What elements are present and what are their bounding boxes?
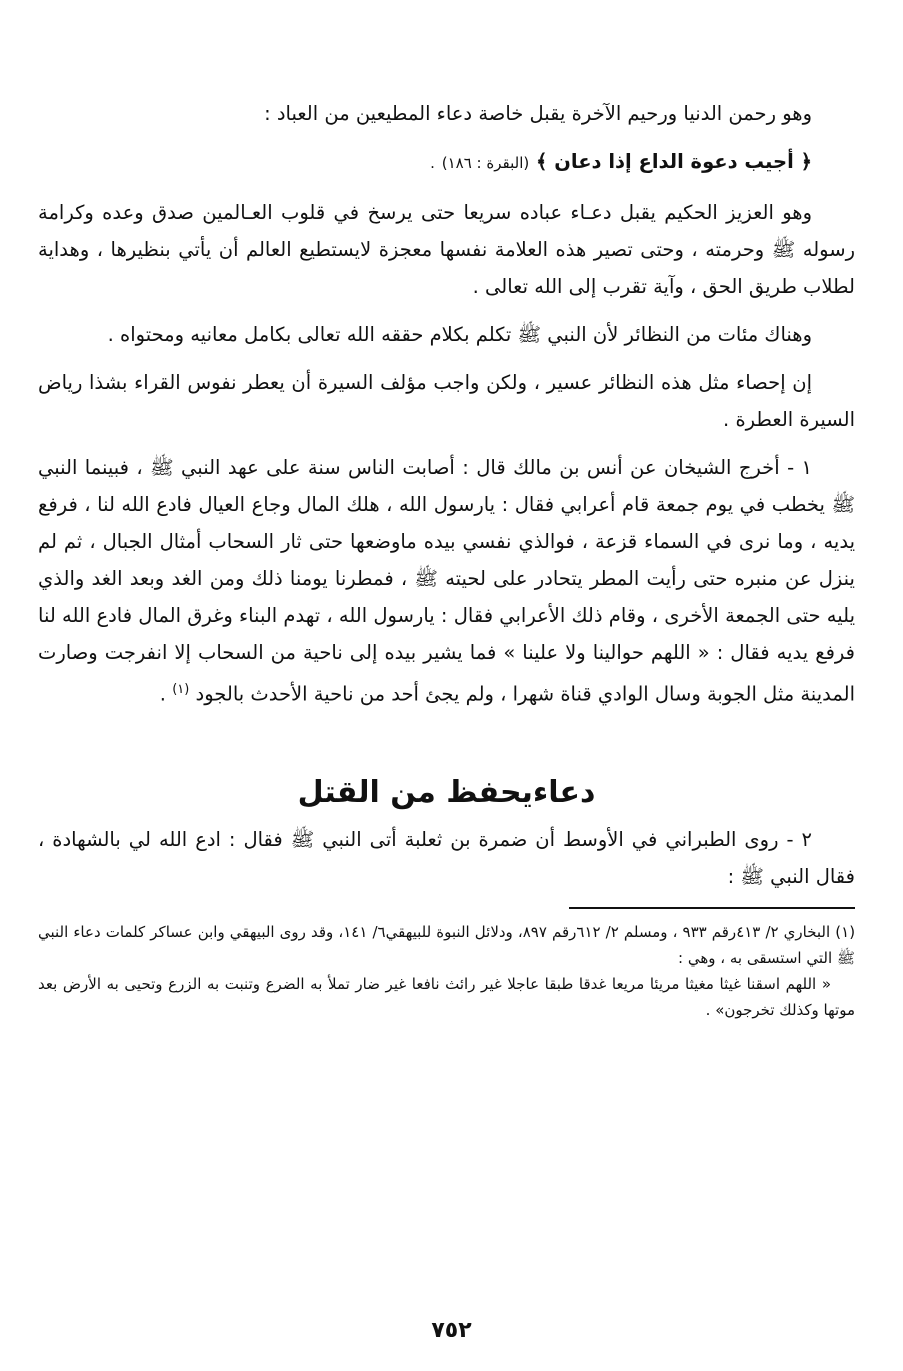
- footnote-quote: « اللهم اسقنا غيثا مغيثا مريئا مريعا غدقا طبقا عاجلا غير رائث نافعا غير ضار تملأ به الضرع وتنبت به الزرع وتحيى به الأرض بعد موتها وكذلك تخرجون» .: [38, 974, 855, 1019]
- paragraph: وهناك مئات من النظائر لأن النبي ﷺ تكلم بكلام حققه الله تعالى بكامل معانيه ومحتواه .: [107, 323, 812, 346]
- verse-reference: (البقرة : ١٨٦): [441, 154, 530, 172]
- paragraph: إن إحصاء مثل هذه النظائر عسير ، ولكن واجب مؤلف السيرة أن يعطر نفوس القراء بشذا رياض السيرة العطرة .: [38, 371, 855, 431]
- page-content: [38, 95, 855, 1023]
- hadith-paragraph: [38, 449, 855, 713]
- section-paragraph: ٢ - روى الطبراني في الأوسط أن ضمرة بن ثعلبة أتى النبي ﷺ فقال : ادع الله لي بالشهادة ، فقال النبي ﷺ :: [38, 827, 855, 888]
- verse-text: أجيب دعوة الداع إذا دعان: [554, 150, 794, 173]
- intro-line: وهو رحمن الدنيا ورحيم الآخرة يقبل خاصة دعاء المطيعين من العباد :: [264, 102, 812, 125]
- footnotes: [38, 919, 855, 1023]
- paragraph: وهو العزيز الحكيم يقبل دعـاء عباده سريعا حتى يرسخ في قلوب العـالمين صدق وعده وكرامة رسوله ﷺ وحرمته ، وحتى تصير هذه العلامة نفسها معجزة لايستطيع العالم أن يأتي بنظيرها ، وهداية لطلاب طريق الحق ، وآية تقرب إلى الله تعالى .: [38, 201, 855, 298]
- page-number: ٧٥٢: [431, 1318, 472, 1343]
- verse-end: .: [430, 154, 435, 172]
- footnote-separator: [569, 907, 855, 909]
- paragraph-end: .: [159, 682, 173, 706]
- verse-open-bracket: ﴿: [800, 150, 812, 173]
- footnote-marker: (١): [172, 682, 190, 697]
- quran-verse: [38, 143, 855, 182]
- hadith-text: ١ - أخرج الشيخان عن أنس بن مالك قال : أصابت الناس سنة على عهد النبي ﷺ ، فبينما النبي ﷺ يخطب في يوم جمعة قام أعرابي فقال : يارسول الله ، هلك المال وجاع العيال فادع الله لنا ، فرفع يديه ، وما نرى في السماء قزعة ، فوالذي نفسي بيده ماوضعها حتى ثار السحاب أمثال الجبال ، ثم لم ينزل عن منبره حتى رأيت المطر يتحادر على لحيته ﷺ ، فمطرنا يومنا ذلك ومن الغد وبعد الغد والذي يليه حتى الجمعة الأخرى ، وقام ذلك الأعرابي فقال : يارسول الله ، تهدم البناء وغرق المال فادع الله لنا فرفع يديه فقال : « اللهم حوالينا ولا علينا » فما يشير بيده إلى ناحية من السحاب إلا انفرجت وصارت المدينة مثل الجوبة وسال الوادي قناة شهرا ، ولم يجئ أحد من ناحية الأحدث بالجود: [38, 456, 855, 706]
- footnote: (١) البخاري ٢/ ٤١٣رقم ٩٣٣ ، ومسلم ٢/ ٦١٢رقم ٨٩٧، ودلائل النبوة للبيهقي٦/ ١٤١، وقد روى البيهقي وابن عساكر كلمات دعاء النبي ﷺ التي استسقى به ، وهي :: [38, 922, 856, 967]
- verse-close-bracket: ﴾: [536, 150, 548, 173]
- section-heading: دعاءيحفظ من القتل: [297, 774, 596, 810]
